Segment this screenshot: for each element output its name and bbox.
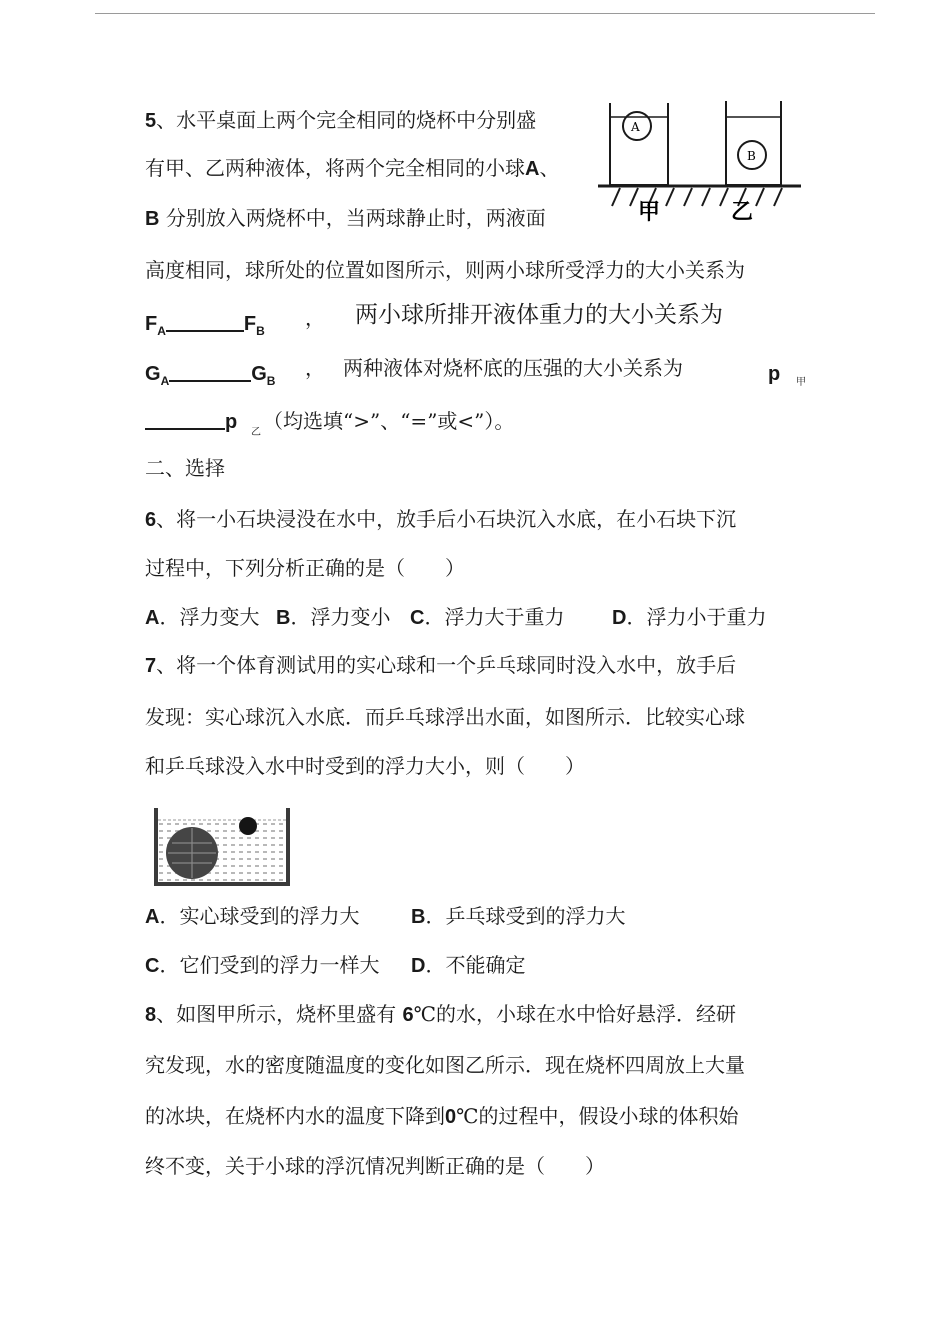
q8-line-1 <box>145 1001 736 1028</box>
q5-line-6 <box>145 360 275 394</box>
ball-a-label: A <box>525 158 540 180</box>
q7-tank-figure <box>150 800 295 890</box>
q5-text-7: （均选填“>”、“=”或<”）。 <box>263 409 515 433</box>
ball-b-label: B <box>145 208 160 230</box>
ping-pong-ball <box>239 817 257 835</box>
q8-temp-0: 0 <box>445 1106 457 1128</box>
fill-blank-3[interactable] <box>145 410 225 430</box>
q8-line-4: 终不变，关于小球的浮沉情况判断正确的是（ ） <box>145 1154 605 1178</box>
q5-comma-1: ， <box>305 306 325 330</box>
p-yi-sub: 乙 <box>251 427 261 438</box>
q6-option-b[interactable]: B．浮力变小 <box>276 605 391 629</box>
q5-line-7 <box>145 408 237 435</box>
fill-blank-1[interactable] <box>166 312 244 332</box>
beaker-yi <box>726 101 781 185</box>
q5-line-3 <box>145 205 546 232</box>
ball-b-text: B <box>747 149 756 163</box>
q8-text-3a: 的冰块，在烧杯内水的温度下降到 <box>145 1104 445 1128</box>
q5-text-2c: 、 <box>539 156 560 180</box>
q8-temp-6: 6 <box>402 1004 414 1026</box>
q8-text-1a: 、如图甲所示，烧杯里盛有 <box>156 1002 397 1026</box>
q6-option-d[interactable]: D．浮力小于重力 <box>612 605 767 629</box>
q6-text-1: 、将一小石块浸没在水中，放手后小石块沉入水底，在小石块下沉 <box>156 507 737 531</box>
q5-text-1: 、水平桌面上两个完全相同的烧杯中分别盛 <box>156 108 537 132</box>
ball-a-text: A <box>631 120 640 134</box>
q5-line-1 <box>145 107 536 134</box>
q6-number: 6 <box>145 509 157 531</box>
gb-label: $G_B$ <box>251 363 276 388</box>
q7-text-1: 、将一个体育测试用的实心球和一个乒乓球同时没入水中，放手后 <box>156 653 737 677</box>
fa-label: $F_A$ <box>145 313 166 338</box>
q8-line-2: 究发现，水的密度随温度的变化如图乙所示．现在烧杯四周放上大量 <box>145 1053 745 1077</box>
q5-comma-2: ， <box>305 356 325 380</box>
q5-beakers-figure <box>598 95 803 225</box>
p-jia-sub: 甲 <box>796 377 806 388</box>
q8-number: 8 <box>145 1004 157 1026</box>
q5-text-3: 分别放入两烧杯中，当两球静止时，两液面 <box>165 206 546 230</box>
q5-line-2 <box>145 155 559 182</box>
q6-line-1 <box>145 506 736 533</box>
q5-text-5: 两小球所排开液体重力的大小关系为 <box>355 302 723 328</box>
q6-option-a[interactable]: A．浮力变大 <box>145 605 260 629</box>
q7-option-b[interactable]: B．乒乓球受到的浮力大 <box>411 904 626 928</box>
q7-option-c[interactable]: C．它们受到的浮力一样大 <box>145 953 380 977</box>
q7-number: 7 <box>145 655 157 677</box>
q5-number: 5 <box>145 110 157 132</box>
q8-text-1c: ℃的水，小球在水中恰好悬浮．经研 <box>413 1002 736 1026</box>
label-jia: 甲 <box>638 200 661 225</box>
label-yi: 乙 <box>731 200 754 225</box>
q8-text-3c: ℃的过程中，假设小球的体积始 <box>456 1104 739 1128</box>
q5-line-4 <box>145 257 745 283</box>
q6-line-2: 过程中，下列分析正确的是（ ） <box>145 556 465 580</box>
q6-option-c[interactable]: C．浮力大于重力 <box>410 605 565 629</box>
p-jia-label: p <box>768 363 781 385</box>
q7-line-1 <box>145 652 736 679</box>
q7-option-a[interactable]: A．实心球受到的浮力大 <box>145 904 360 928</box>
p-yi-label: p <box>225 411 238 433</box>
q5-text-4: 高度相同，球所处的位置如图所示，则两小球所受浮力的大小关系为 <box>145 258 745 282</box>
section-heading: 二、选择 <box>145 456 225 480</box>
fill-blank-2[interactable] <box>169 362 251 382</box>
fb-label: $F_B$ <box>243 313 265 338</box>
q7-line-3: 和乒乓球没入水中时受到的浮力大小，则（ ） <box>145 754 585 778</box>
beaker-jia <box>610 103 668 185</box>
ga-label: $G_A$ <box>145 363 170 388</box>
q7-line-2: 发现：实心球沉入水底．而乒乓球浮出水面，如图所示．比较实心球 <box>145 705 745 729</box>
q7-option-d[interactable]: D．不能确定 <box>411 953 526 977</box>
header-rule <box>95 13 875 14</box>
q5-text-6: 两种液体对烧杯底的压强的大小关系为 <box>343 356 683 380</box>
q5-text-2: 有甲、乙两种液体，将两个完全相同的小球 <box>145 156 525 180</box>
q8-line-3 <box>145 1103 739 1130</box>
q5-line-5 <box>145 310 265 344</box>
